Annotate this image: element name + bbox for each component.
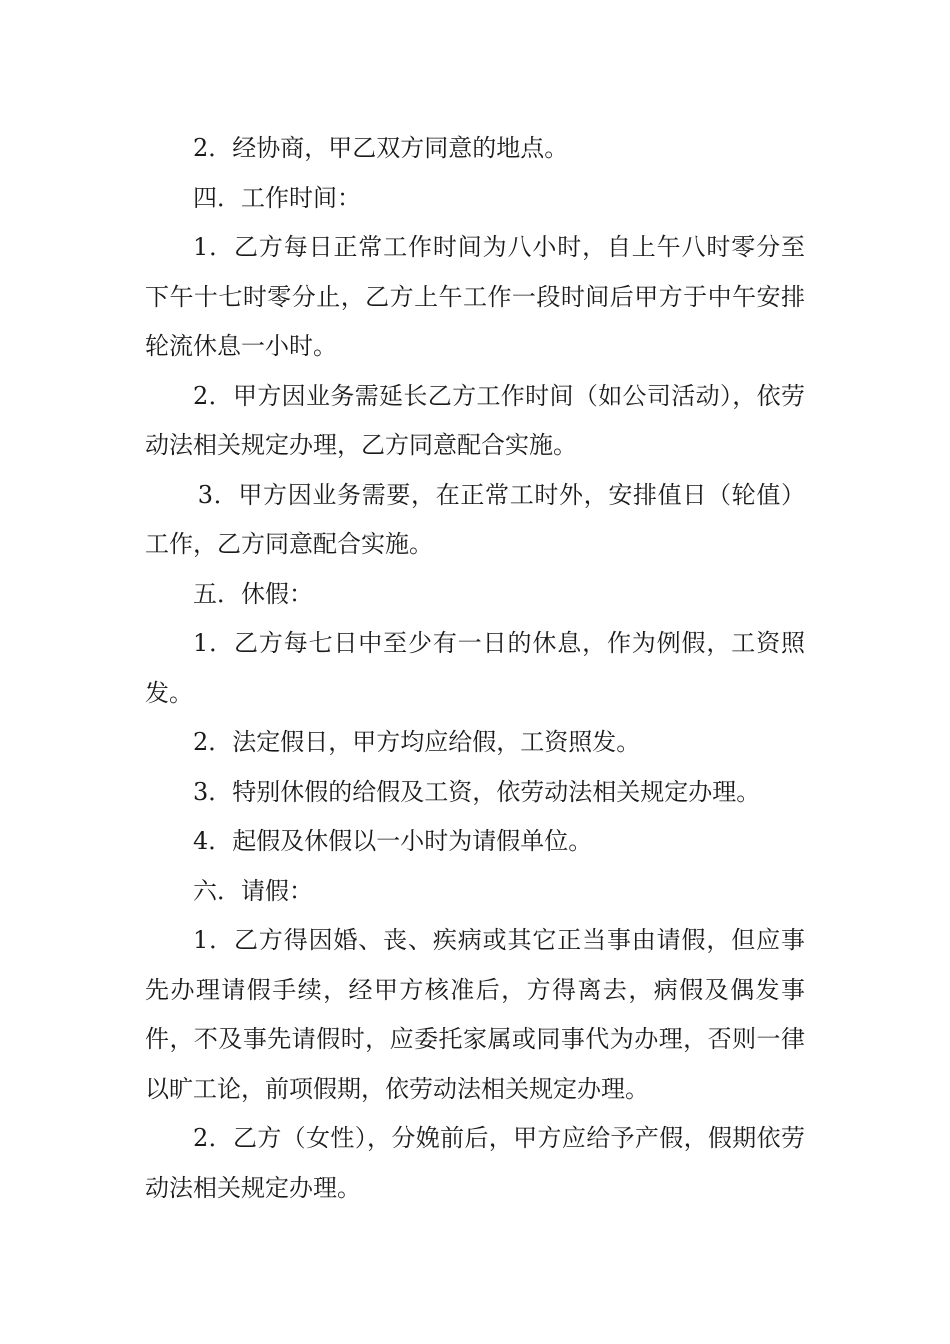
paragraph-vacation-item-1: 1．乙方每七日中至少有一日的休息，作为例假，工资照发。: [145, 629, 805, 707]
paragraph-work-hours-item-2: 2．甲方因业务需延长乙方工作时间（如公司活动），依劳动法相关规定办理，乙方同意配合实施。: [145, 381, 805, 459]
paragraph-vacation-item-4: 4．起假及休假以一小时为请假单位。: [193, 827, 593, 855]
paragraph-leave-item-2: 2．乙方（女性），分娩前后，甲方应给予产假，假期依劳动法相关规定办理。: [145, 1124, 805, 1202]
document-body: [145, 124, 805, 1213]
paragraph-leave-item-1: 1．乙方得因婚、丧、疾病或其它正当事由请假，但应事先办理请假手续，经甲方核准后，方得离去，病假及偶发事件，不及事先请假时，应委托家属或同事代为办理，否则一律以旷工论，前项假期，依劳动法相关规定办理。: [145, 926, 805, 1103]
paragraph-location-item-2: 2．经协商，甲乙双方同意的地点。: [193, 134, 569, 162]
section-heading-work-hours: 四．工作时间：: [193, 183, 361, 212]
paragraph-work-hours-item-1: 1．乙方每日正常工作时间为八小时，自上午八时零分至下午十七时零分止，乙方上午工作一段时间后甲方于中午安排轮流休息一小时。: [145, 233, 805, 360]
paragraph-work-hours-item-3: 3．甲方因业务需要，在正常工时外，安排值日（轮值）工作，乙方同意配合实施。: [145, 480, 805, 558]
section-heading-leave: 六．请假：: [193, 876, 313, 905]
paragraph-vacation-item-3: 3．特别休假的给假及工资，依劳动法相关规定办理。: [193, 777, 761, 806]
paragraph-vacation-item-2: 2．法定假日，甲方均应给假，工资照发。: [193, 728, 641, 756]
section-heading-vacation: 五．休假：: [193, 579, 313, 608]
